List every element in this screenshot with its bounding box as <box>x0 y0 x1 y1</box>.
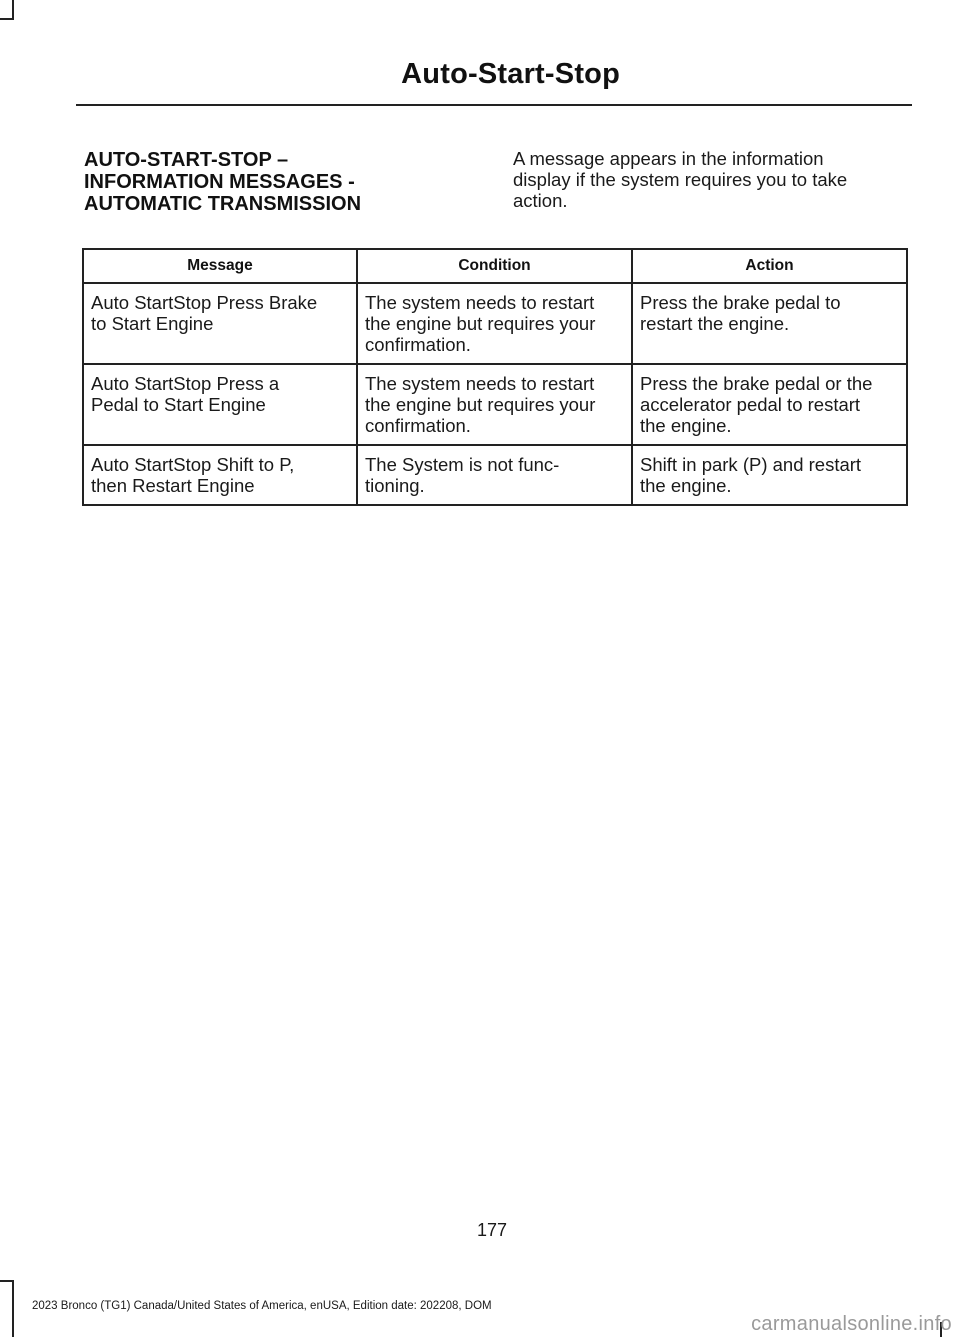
column-header-condition: Condition <box>357 249 632 283</box>
table-header-row <box>83 249 907 283</box>
condition-cell <box>357 445 632 505</box>
cell-line: Shift in park (P) and restart <box>640 454 862 475</box>
cell-line: Pedal to Start Engine <box>91 394 266 415</box>
cell-line: Press the brake pedal or the <box>640 373 873 394</box>
section-title <box>84 149 464 215</box>
intro-line: action. <box>513 190 568 211</box>
condition-cell <box>357 283 632 364</box>
cell-line: the engine. <box>640 415 732 436</box>
crop-mark-top-left-h <box>0 18 14 20</box>
action-cell <box>632 283 907 364</box>
cell-line: tioning. <box>365 475 425 496</box>
table-row <box>83 445 907 505</box>
cell-line: the engine but requires your <box>365 313 596 334</box>
header-divider <box>76 104 912 106</box>
table-row <box>83 283 907 364</box>
edition-note: 2023 Bronco (TG1) Canada/United States of America, enUSA, Edition date: 202208, DOM <box>32 1300 492 1312</box>
page-number: 177 <box>476 1220 508 1240</box>
action-cell <box>632 364 907 445</box>
intro-line: display if the system requires you to take <box>513 169 848 190</box>
watermark-text: carmanualsonline.info <box>751 1313 952 1335</box>
cell-line: Auto StartStop Press Brake <box>91 292 318 313</box>
message-cell <box>83 445 357 505</box>
cell-line: Auto StartStop Shift to P, <box>91 454 295 475</box>
cell-line: accelerator pedal to restart <box>640 394 861 415</box>
cell-line: Press the brake pedal to <box>640 292 841 313</box>
cell-line: confirmation. <box>365 334 471 355</box>
table-row <box>83 364 907 445</box>
column-header-message: Message <box>83 249 357 283</box>
page-header-title: Auto-Start-Stop <box>401 58 620 90</box>
action-cell <box>632 445 907 505</box>
section-title-line: AUTO-START-STOP – <box>84 149 289 171</box>
column-header-action: Action <box>632 249 907 283</box>
cell-line: The system needs to restart <box>365 292 595 313</box>
section-title-line: AUTOMATIC TRANSMISSION <box>84 193 362 215</box>
cell-line: The System is not func- <box>365 454 560 475</box>
condition-cell <box>357 364 632 445</box>
intro-paragraph <box>513 148 908 211</box>
cell-line: confirmation. <box>365 415 471 436</box>
information-messages-table <box>82 248 908 506</box>
crop-mark-bottom-left <box>12 1280 14 1337</box>
cell-line: the engine. <box>640 475 732 496</box>
cell-line: to Start Engine <box>91 313 214 334</box>
cell-line: then Restart Engine <box>91 475 255 496</box>
cell-line: the engine but requires your <box>365 394 596 415</box>
intro-line: A message appears in the information <box>513 148 824 169</box>
section-title-line: INFORMATION MESSAGES - <box>84 171 355 193</box>
cell-line: The system needs to restart <box>365 373 595 394</box>
crop-mark-top-left <box>12 0 14 20</box>
message-cell <box>83 283 357 364</box>
cell-line: restart the engine. <box>640 313 790 334</box>
crop-mark-bottom-left-h <box>0 1280 14 1282</box>
cell-line: Auto StartStop Press a <box>91 373 280 394</box>
message-cell <box>83 364 357 445</box>
